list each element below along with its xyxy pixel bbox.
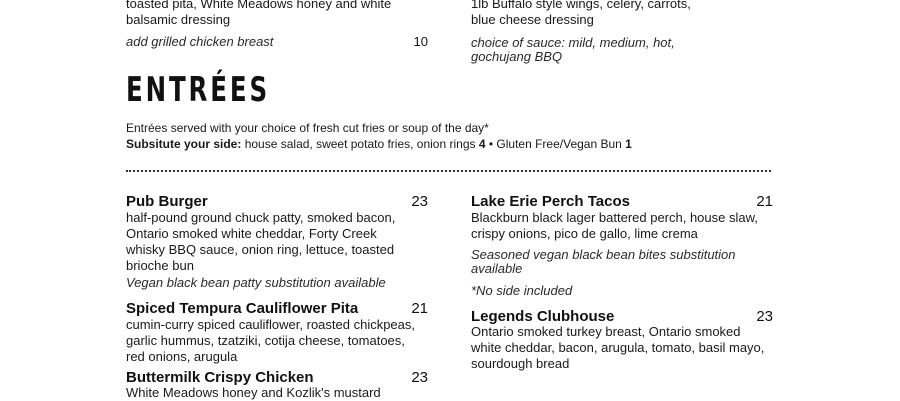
item-name: Buttermilk Crispy Chicken xyxy=(126,369,314,386)
top-right-note xyxy=(471,36,781,64)
intro-line1: Entrées served with your choice of fresh cut fries or soup of the day* xyxy=(126,121,489,135)
item-desc-line: sourdough bread xyxy=(471,356,570,371)
substitute-separator: • Gluten Free/Vegan Bun xyxy=(485,137,626,151)
item-price: 23 xyxy=(756,308,773,325)
item-desc-line: Ontario smoked white cheddar, Forty Creek xyxy=(126,226,377,241)
top-right-note-line2: gochujang BBQ xyxy=(471,49,563,64)
top-left-description xyxy=(126,0,436,28)
item-name: Pub Burger xyxy=(126,193,208,210)
item-desc-line: White Meadows honey and Kozlik's mustard xyxy=(126,385,381,400)
item-description xyxy=(471,324,801,372)
item-desc-line: garlic hummus, tzatziki, cotija cheese, tomatoes, xyxy=(126,333,405,348)
item-desc-line: white cheddar, bacon, arugula, tomato, basil mayo, xyxy=(471,340,765,355)
item-name: Spiced Tempura Cauliflower Pita xyxy=(126,300,359,317)
item-desc-line: cumin-curry spiced cauliflower, roasted chickpeas, xyxy=(126,317,416,332)
item-note-line: Seasoned vegan black bean bites substitution xyxy=(471,247,736,262)
substitute-text: house salad, sweet potato fries, onion rings xyxy=(241,137,479,151)
section-divider xyxy=(126,170,771,172)
top-left-desc-line1: toasted pita, White Meadows honey and white xyxy=(126,0,392,11)
top-right-note-line1: choice of sauce: mild, medium, hot, xyxy=(471,35,675,50)
top-right-desc-line2: blue cheese dressing xyxy=(471,12,594,27)
item-desc-line: crispy onions, pico de gallo, lime crema xyxy=(471,226,698,241)
item-name: Lake Erie Perch Tacos xyxy=(471,193,630,210)
add-on-price: 10 xyxy=(413,34,428,49)
item-description xyxy=(126,317,456,365)
item-desc-line: Blackburn black lager battered perch, house slaw, xyxy=(471,210,758,225)
substitute-price-2: 1 xyxy=(625,137,632,151)
item-desc-line: brioche bun xyxy=(126,258,194,273)
top-right-description xyxy=(471,0,781,28)
item-price: 23 xyxy=(411,193,428,210)
add-on-label: add grilled chicken breast xyxy=(126,34,274,49)
item-note: Vegan black bean patty substitution available xyxy=(126,275,386,290)
item-desc-line: red onions, arugula xyxy=(126,349,238,364)
section-title: ENTRÉES xyxy=(126,70,270,110)
item-note xyxy=(471,248,791,276)
item-description xyxy=(126,385,446,401)
item-price: 21 xyxy=(756,193,773,210)
item-description xyxy=(471,210,791,242)
substitute-price-1: 4 xyxy=(478,137,486,151)
top-right-desc-line1: 1lb Buffalo style wings, celery, carrots, xyxy=(471,0,691,11)
substitute-label: Subsitute your side: xyxy=(126,137,242,151)
item-name: Legends Clubhouse xyxy=(471,308,615,325)
item-desc-line: Ontario smoked turkey breast, Ontario smoked xyxy=(471,324,741,339)
intro-line2 xyxy=(126,136,776,152)
item-note-secondary: *No side included xyxy=(471,283,573,298)
top-left-desc-line2: balsamic dressing xyxy=(126,12,231,27)
item-desc-line: whisky BBQ sauce, onion ring, lettuce, toasted xyxy=(126,242,395,257)
section-intro xyxy=(126,120,776,152)
item-price: 21 xyxy=(411,300,428,317)
item-desc-line: half-pound ground chuck patty, smoked bacon, xyxy=(126,210,396,225)
item-description xyxy=(126,210,446,274)
item-note-line: available xyxy=(471,261,523,276)
item-price: 23 xyxy=(411,369,428,386)
